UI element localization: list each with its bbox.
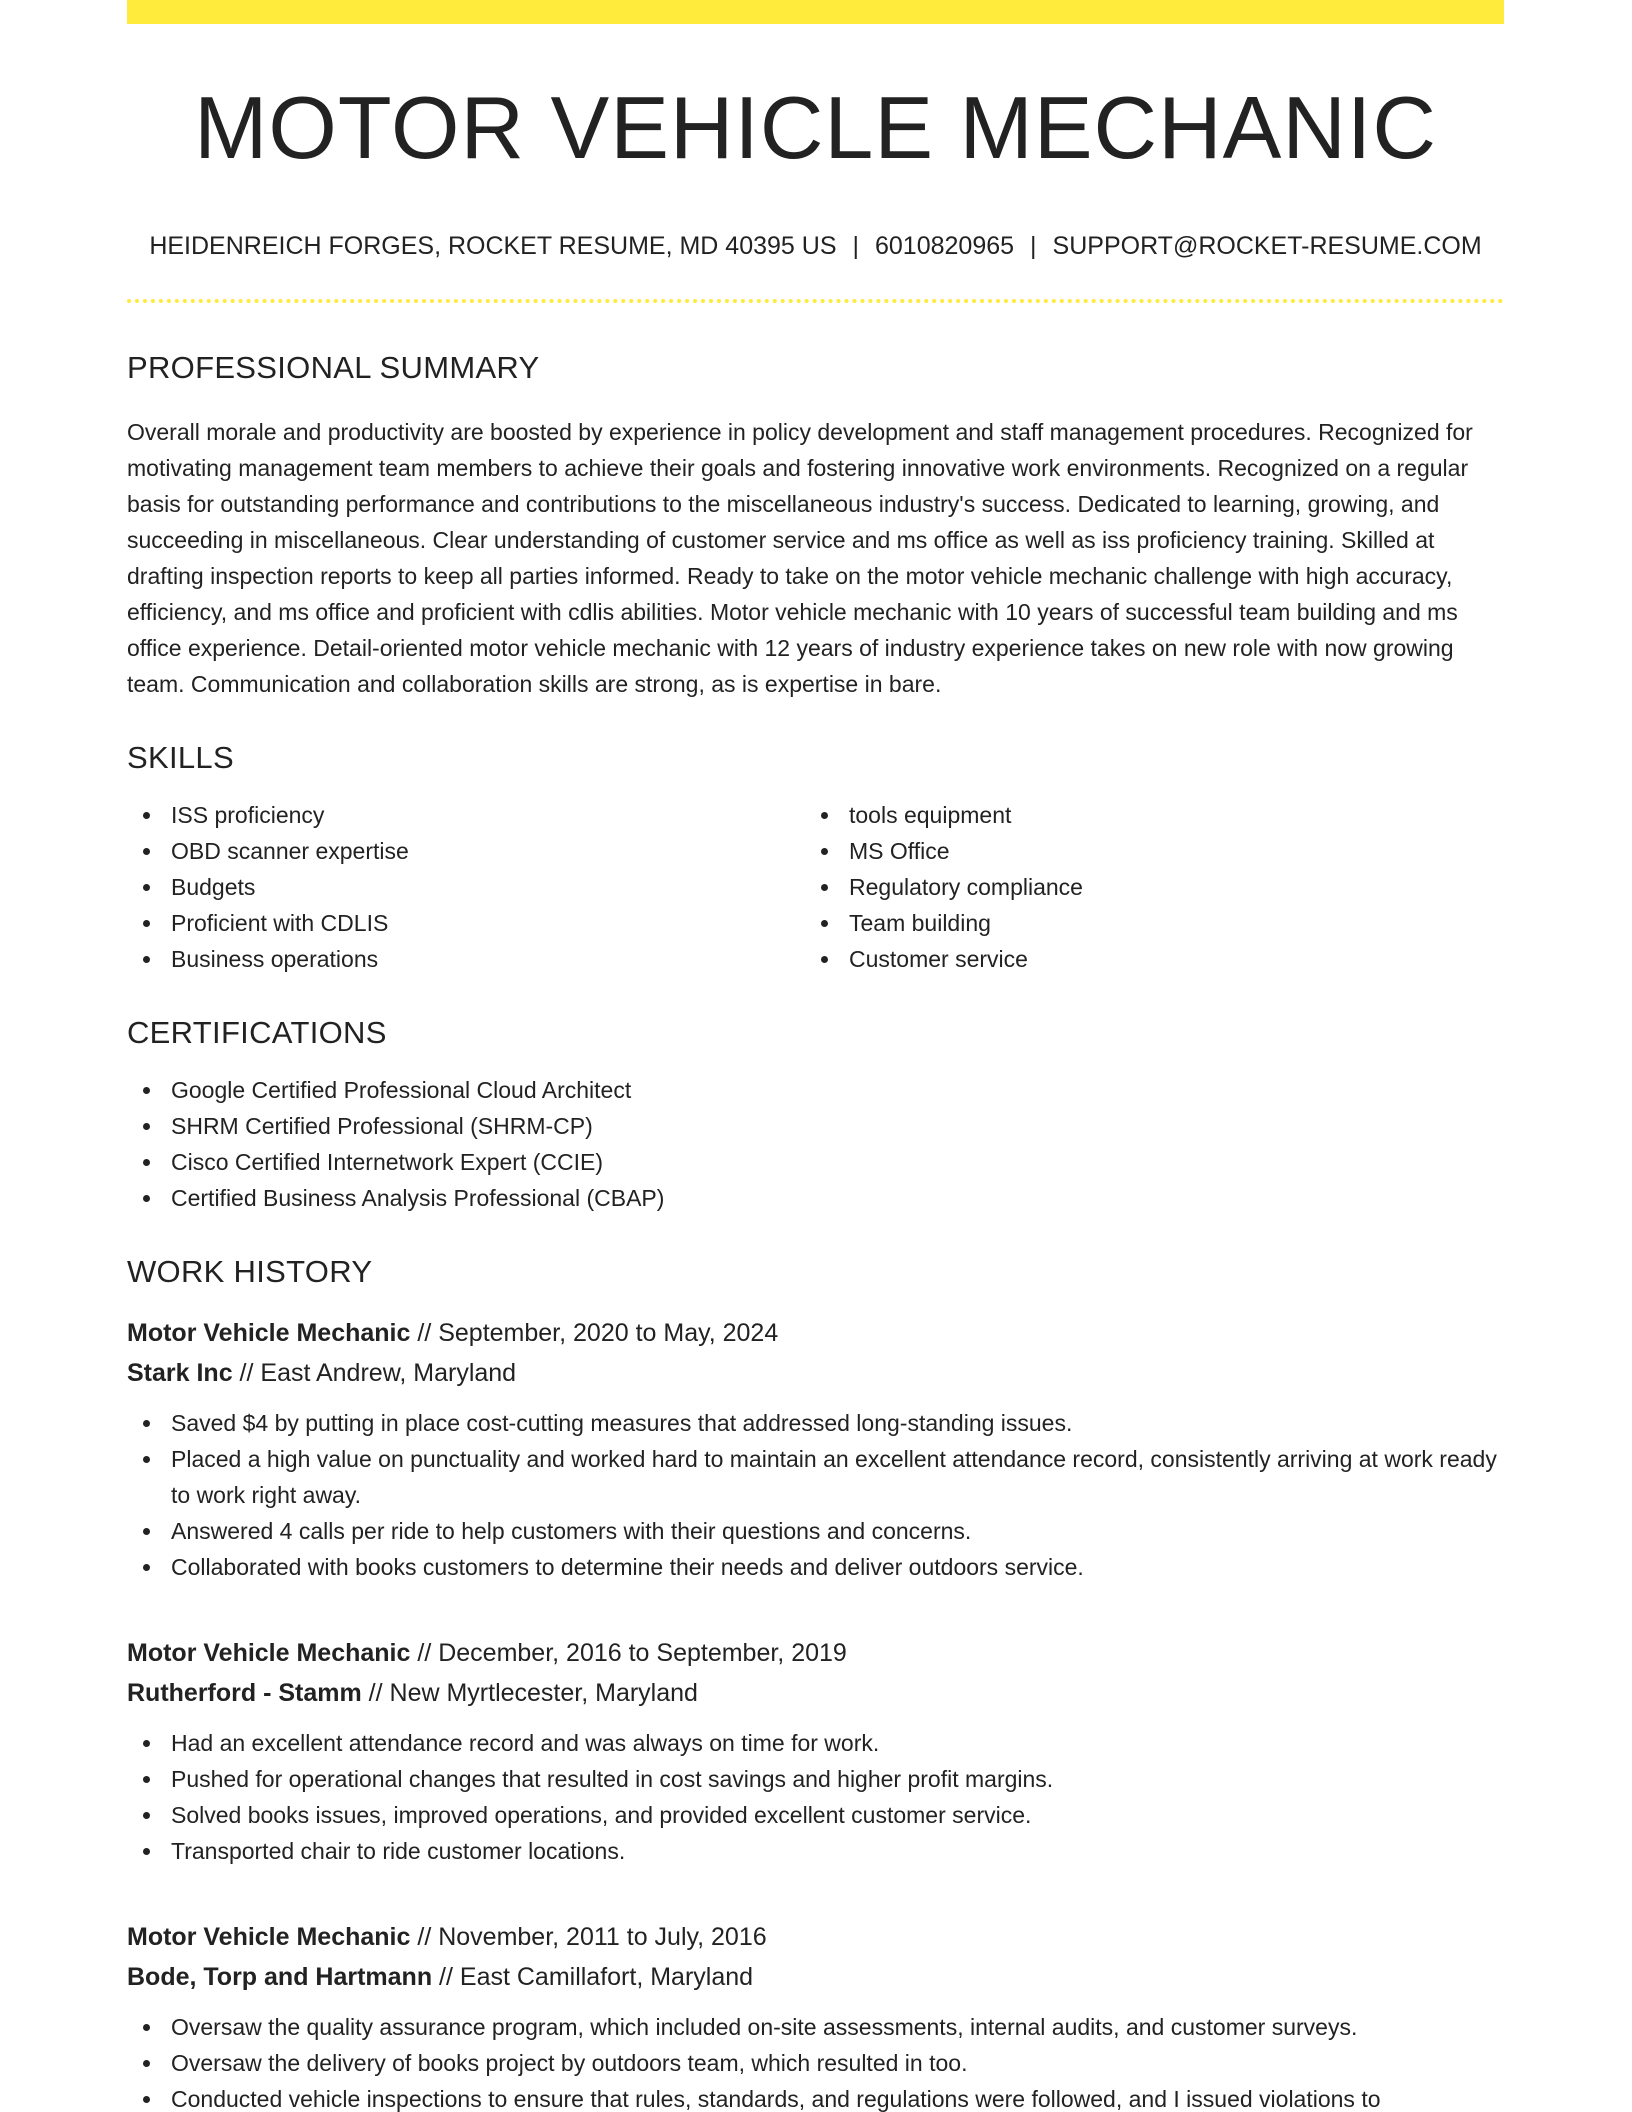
job-duty: Answered 4 calls per ride to help customers with their questions and concerns. (127, 1513, 1504, 1549)
job-entry (127, 1633, 1504, 1869)
dotted-divider (127, 299, 1504, 303)
contact-line (127, 234, 1504, 259)
job-duties-list (127, 1405, 1504, 1585)
job-dates: // December, 2016 to September, 2019 (410, 1639, 847, 1667)
contact-separator: | (852, 232, 859, 260)
job-dates: // September, 2020 to May, 2024 (410, 1319, 779, 1347)
job-company-line (127, 1673, 1504, 1713)
skill-item: Proficient with CDLIS (127, 905, 805, 941)
top-accent-bar (127, 0, 1504, 24)
contact-separator: | (1030, 232, 1037, 260)
job-title-line (127, 1917, 1504, 1957)
certification-item: Cisco Certified Internetwork Expert (CCIE) (127, 1144, 1504, 1180)
job-duty: Collaborated with books customers to determine their needs and deliver outdoors service. (127, 1549, 1504, 1585)
job-role: Motor Vehicle Mechanic (127, 1639, 411, 1667)
job-company: Bode, Torp and Hartmann (127, 1963, 433, 1991)
certification-item: Certified Business Analysis Professional (CBAP) (127, 1180, 1504, 1216)
job-entry (127, 1313, 1504, 1585)
skill-item: MS Office (805, 833, 1483, 869)
job-entry (127, 1917, 1504, 2112)
contact-email: SUPPORT@ROCKET-RESUME.COM (1052, 232, 1482, 260)
job-company: Rutherford - Stamm (127, 1679, 362, 1707)
contact-address: HEIDENREICH FORGES, ROCKET RESUME, MD 40395 US (149, 232, 837, 260)
summary-text: Overall morale and productivity are boosted by experience in policy development and staff management procedures. Recognized for motivating management team members to achieve their goals and fostering innovative work environments. Recognized on a regular basis for outstanding performance and contributions to the miscellaneous industry's success. Dedicated to learning, growing, and succeeding in miscellaneous. Clear understanding of customer service and ms office as well as iss proficiency training. Skilled at drafting inspection reports to keep all parties informed. Ready to take on the motor vehicle mechanic challenge with high accuracy, efficiency, and ms office and proficient with cdlis abilities. Motor vehicle mechanic with 10 years of successful team building and ms office experience. Detail-oriented motor vehicle mechanic with 12 years of industry experience takes on new role with now growing team. Communication and collaboration skills are strong, as is expertise in bare. (127, 419, 1473, 697)
skills-columns (127, 797, 1504, 977)
skills-list-left (127, 797, 805, 977)
skill-item: OBD scanner expertise (127, 833, 805, 869)
job-duty: Oversaw the delivery of books project by outdoors team, which resulted in too. (127, 2045, 1504, 2081)
job-company-line (127, 1353, 1504, 1393)
job-title-line (127, 1313, 1504, 1353)
job-role: Motor Vehicle Mechanic (127, 1319, 411, 1347)
job-role: Motor Vehicle Mechanic (127, 1923, 411, 1951)
certifications-list (127, 1072, 1504, 1216)
job-location: // East Andrew, Maryland (232, 1359, 517, 1387)
job-duty: Had an excellent attendance record and was always on time for work. (127, 1725, 1504, 1761)
job-company: Stark Inc (127, 1359, 233, 1387)
skill-item: tools equipment (805, 797, 1483, 833)
certifications-heading: CERTIFICATIONS (127, 1015, 387, 1050)
job-duty: Conducted vehicle inspections to ensure that rules, standards, and regulations were followed, and I issued violations to (127, 2081, 1504, 2112)
job-location: // East Camillafort, Maryland (432, 1963, 754, 1991)
skill-item: Business operations (127, 941, 805, 977)
job-title-line (127, 1633, 1504, 1673)
resume-page (127, 0, 1504, 2112)
job-duties-list (127, 1725, 1504, 1869)
skills-heading: SKILLS (127, 740, 234, 775)
skill-item: Regulatory compliance (805, 869, 1483, 905)
skill-item: ISS proficiency (127, 797, 805, 833)
certification-item: Google Certified Professional Cloud Architect (127, 1072, 1504, 1108)
job-duty: Oversaw the quality assurance program, which included on-site assessments, internal audits, and customer surveys. (127, 2009, 1504, 2045)
skill-item: Customer service (805, 941, 1483, 977)
job-duty: Saved $4 by putting in place cost-cutting measures that addressed long-standing issues. (127, 1405, 1504, 1441)
job-duty: Placed a high value on punctuality and worked hard to maintain an excellent attendance record, consistently arriving at work ready to work right away. (127, 1441, 1504, 1513)
certification-item: SHRM Certified Professional (SHRM-CP) (127, 1108, 1504, 1144)
skill-item: Budgets (127, 869, 805, 905)
resume-title: MOTOR VEHICLE MECHANIC (194, 78, 1437, 177)
job-duty: Transported chair to ride customer locations. (127, 1833, 1504, 1869)
job-location: // New Myrtlecester, Maryland (361, 1679, 698, 1707)
skill-item: Team building (805, 905, 1483, 941)
job-duty: Pushed for operational changes that resulted in cost savings and higher profit margins. (127, 1761, 1504, 1797)
contact-phone: 6010820965 (875, 232, 1015, 260)
job-duty: Solved books issues, improved operations, and provided excellent customer service. (127, 1797, 1504, 1833)
summary-heading: PROFESSIONAL SUMMARY (127, 350, 540, 385)
job-duties-list (127, 2009, 1504, 2112)
work-history-heading: WORK HISTORY (127, 1254, 373, 1289)
job-company-line (127, 1957, 1504, 1997)
skills-list-right (805, 797, 1483, 977)
job-dates: // November, 2011 to July, 2016 (410, 1923, 767, 1951)
